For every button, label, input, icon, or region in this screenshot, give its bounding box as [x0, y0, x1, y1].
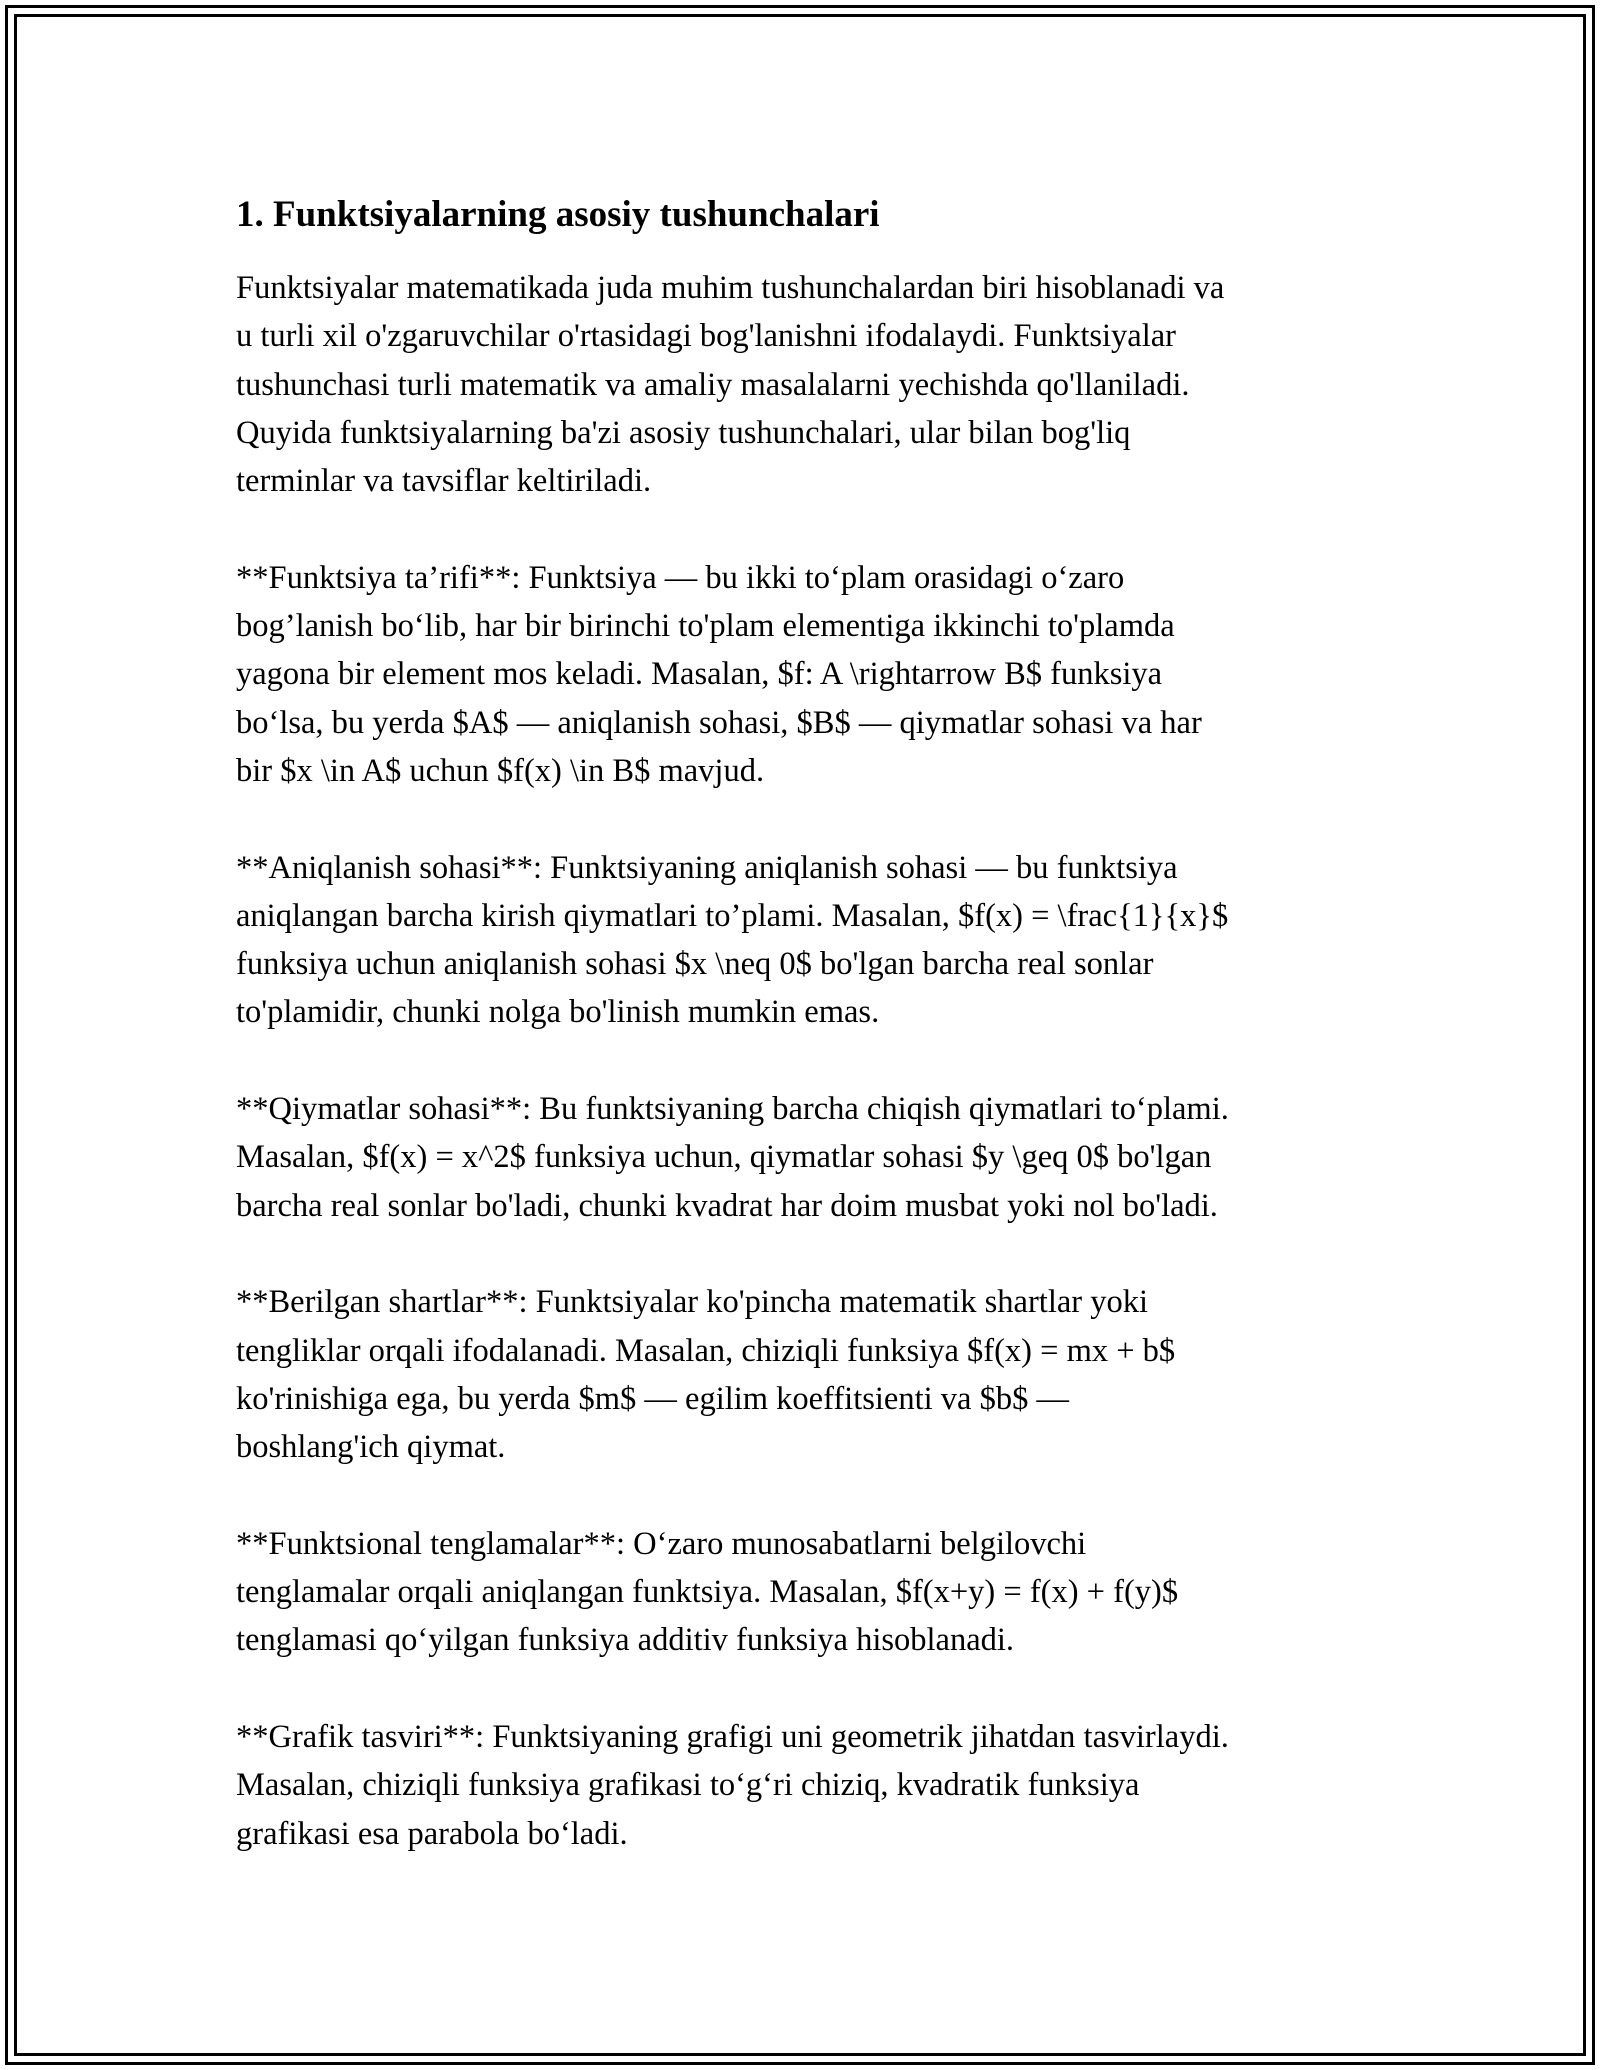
paragraph-range: **Qiymatlar sohasi**: Bu funktsiyaning barcha chiqish qiymatlari to‘plami. Masalan, $f(x) = x^2$ funksiya uchun, qiymatlar sohasi $y \geq 0$ bo'lgan barcha real sonlar bo'ladi, chunki kvadrat har doim musbat yoki nol bo'ladi. [236, 1091, 1229, 1224]
document-body [236, 190, 1371, 1906]
paragraph-function-definition: **Funktsiya ta’rifi**: Funktsiya — bu ikki to‘plam orasidagi o‘zaro bog’lanish bo‘lib, har bir birinchi to'plam elementiga ikkinchi to'plamda yagona bir element mos keladi. Masalan, $f: A \rightarrow B$ funksiya bo‘lsa, bu yerda $A$ — aniqlanish sohasi, $B$ — qiymatlar sohasi va har bir $x \in A$ uchun $f(x) \in B$ mavjud. [236, 559, 1202, 789]
paragraph-functional-equations: **Funktsional tenglamalar**: O‘zaro munosabatlarni belgilovchi tenglamalar orqali aniqlangan funktsiya. Masalan, $f(x+y) = f(x) + f(y)$ tenglamasi qo‘yilgan funksiya additiv funksiya hisoblanadi. [236, 1525, 1179, 1659]
paragraph-given-conditions: **Berilgan shartlar**: Funktsiyalar ko'pincha matematik shartlar yoki tengliklar orqali ifodalanadi. Masalan, chiziqli funksiya $f(x) = mx + b$ ko'rinishiga ega, bu yerda $m$ — egilim koeffitsienti va $b$ — boshlang'ich qiymat. [236, 1284, 1176, 1466]
paragraph-intro: Funktsiyalar matematikada juda muhim tushunchalardan biri hisoblanadi va u turli xil o'zgaruvchilar o'rtasidagi bog'lanishni ifodalaydi. Funktsiyalar tushunchasi turli matematik va amaliy masalalarni yechishda qo'llaniladi. Quyida funktsiyalarning ba'zi asosiy tushunchalari, ular bilan bog'liq terminlar va tavsiflar keltiriladi. [236, 270, 1225, 500]
paragraph-graph: **Grafik tasviri**: Funktsiyaning grafigi uni geometrik jihatdan tasvirlaydi. Masalan, chiziqli funksiya grafikasi to‘g‘ri chiziq, kvadratik funksiya grafikasi esa parabola bo‘ladi. [236, 1718, 1229, 1852]
page-title: 1. Funktsiyalarning asosiy tushunchalari [236, 194, 880, 235]
paragraph-domain: **Aniqlanish sohasi**: Funktsiyaning aniqlanish sohasi — bu funktsiya aniqlangan barcha kirish qiymatlari to’plami. Masalan, $f(x) = \frac{1}{x}$ funksiya uchun aniqlanish sohasi $x \neq 0$ bo'lgan barcha real sonlar to'plamidir, chunki nolga bo'linish mumkin emas. [236, 849, 1229, 1031]
